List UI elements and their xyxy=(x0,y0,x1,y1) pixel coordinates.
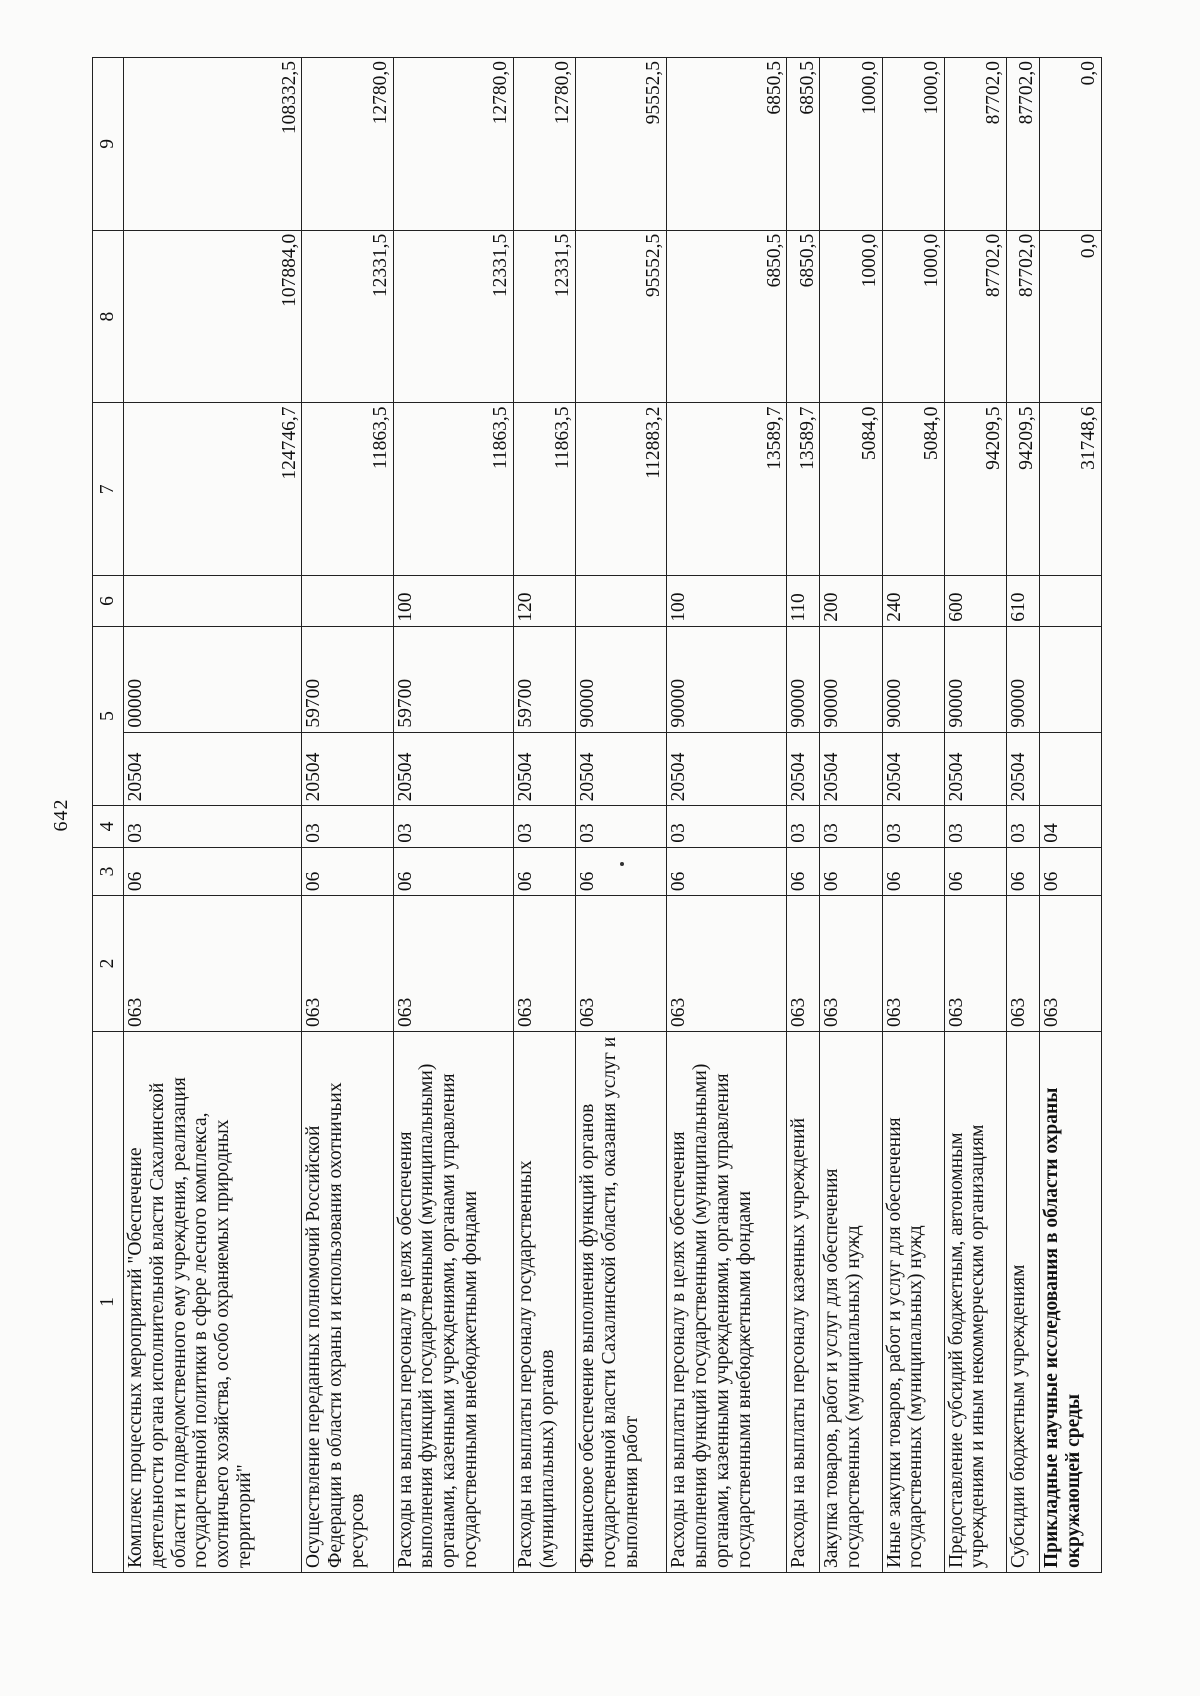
table-row xyxy=(513,58,575,1573)
cell-amount-col8: 87702,0 xyxy=(1006,230,1039,403)
cell-section-code: 06 xyxy=(302,847,393,895)
cell-expense-type-code xyxy=(1039,576,1101,627)
row-description: Субсидии бюджетным учреждениям xyxy=(1006,1031,1039,1572)
row-description: Закупка товаров, работ и услуг для обеспечения государственных (муниципальных) нужд xyxy=(820,1031,882,1572)
row-description: Расходы на выплаты персоналу в целях обеспечения выполнения функций государственными (муниципальными) органами, казенными учреждениями, органами управления государственными внебюджетными фондами xyxy=(393,1031,513,1572)
cell-amount-col7: 11863,5 xyxy=(302,403,393,576)
table-row xyxy=(667,58,787,1573)
cell-section-code: 06 xyxy=(787,847,820,895)
cell-expense-type-code: 100 xyxy=(393,576,513,627)
cell-amount-col7: 13589,7 xyxy=(667,403,787,576)
cell-amount-col7: 5084,0 xyxy=(882,403,944,576)
cell-expense-type-code: 100 xyxy=(667,576,787,627)
cell-expense-type-code: 120 xyxy=(513,576,575,627)
cell-program-code: 20504 xyxy=(393,732,513,806)
cell-amount-col9: 87702,0 xyxy=(944,58,1006,231)
table-row xyxy=(820,58,882,1573)
column-header: 5 xyxy=(93,626,124,806)
cell-amount-col8: 0,0 xyxy=(1039,230,1101,403)
cell-ministry-code: 063 xyxy=(575,896,666,1032)
cell-subsection-code: 03 xyxy=(787,806,820,847)
cell-amount-col9: 12780,0 xyxy=(393,58,513,231)
cell-amount-col7: 112883,2 xyxy=(575,403,666,576)
column-header: 8 xyxy=(93,230,124,403)
table-row xyxy=(1006,58,1039,1573)
row-description: Расходы на выплаты персоналу в целях обеспечения выполнения функций государственными (муниципальными) органами, казенными учреждениями, органами управления государственными внебюджетными фондами xyxy=(667,1031,787,1572)
cell-program-code xyxy=(1039,732,1101,806)
cell-amount-col7: 124746,7 xyxy=(124,403,302,576)
cell-program-code: 20504 xyxy=(820,732,882,806)
cell-section-code: 06 xyxy=(575,847,666,895)
cell-amount-col7: 5084,0 xyxy=(820,403,882,576)
cell-ministry-code: 063 xyxy=(1039,896,1101,1032)
cell-direction-code: 59700 xyxy=(302,626,393,732)
cell-amount-col8: 12331,5 xyxy=(302,230,393,403)
cell-direction-code xyxy=(1039,626,1101,732)
scan-speck xyxy=(620,862,624,866)
row-description: Предоставление субсидий бюджетным, автономным учреждениям и иным некоммерческим организациям xyxy=(944,1031,1006,1572)
cell-section-code: 06 xyxy=(1006,847,1039,895)
table-row xyxy=(944,58,1006,1573)
column-header: 9 xyxy=(93,58,124,231)
budget-table-sheet xyxy=(50,57,1102,1573)
cell-ministry-code: 063 xyxy=(667,896,787,1032)
cell-ministry-code: 063 xyxy=(882,896,944,1032)
column-header: 3 xyxy=(93,847,124,895)
cell-direction-code: 90000 xyxy=(944,626,1006,732)
cell-subsection-code: 03 xyxy=(944,806,1006,847)
cell-amount-col9: 1000,0 xyxy=(820,58,882,231)
row-description: Прикладные научные исследования в области охраны окружающей среды xyxy=(1039,1031,1101,1572)
cell-amount-col8: 1000,0 xyxy=(882,230,944,403)
cell-subsection-code: 03 xyxy=(882,806,944,847)
cell-amount-col9: 12780,0 xyxy=(302,58,393,231)
row-description: Иные закупки товаров, работ и услуг для обеспечения государственных (муниципальных) нужд xyxy=(882,1031,944,1572)
table-row xyxy=(575,58,666,1573)
cell-section-code: 06 xyxy=(124,847,302,895)
cell-section-code: 06 xyxy=(393,847,513,895)
cell-amount-col8: 87702,0 xyxy=(944,230,1006,403)
row-description: Расходы на выплаты персоналу казенных учреждений xyxy=(787,1031,820,1572)
cell-amount-col7: 31748,6 xyxy=(1039,403,1101,576)
cell-amount-col8: 1000,0 xyxy=(820,230,882,403)
cell-direction-code: 90000 xyxy=(787,626,820,732)
cell-amount-col9: 12780,0 xyxy=(513,58,575,231)
column-header: 7 xyxy=(93,403,124,576)
row-description: Финансовое обеспечение выполнения функций органов государственной власти Сахалинской области, оказания услуг и выполнения работ xyxy=(575,1031,666,1572)
table-row xyxy=(124,58,302,1573)
cell-section-code: 06 xyxy=(882,847,944,895)
cell-direction-code: 90000 xyxy=(1006,626,1039,732)
cell-amount-col8: 6850,5 xyxy=(787,230,820,403)
cell-subsection-code: 04 xyxy=(1039,806,1101,847)
cell-amount-col7: 11863,5 xyxy=(513,403,575,576)
cell-ministry-code: 063 xyxy=(944,896,1006,1032)
cell-program-code: 20504 xyxy=(575,732,666,806)
cell-amount-col7: 94209,5 xyxy=(1006,403,1039,576)
cell-program-code: 20504 xyxy=(302,732,393,806)
table-row xyxy=(393,58,513,1573)
table-row xyxy=(882,58,944,1573)
cell-amount-col9: 95552,5 xyxy=(575,58,666,231)
cell-amount-col8: 107884,0 xyxy=(124,230,302,403)
cell-subsection-code: 03 xyxy=(513,806,575,847)
cell-expense-type-code: 240 xyxy=(882,576,944,627)
cell-direction-code: 90000 xyxy=(667,626,787,732)
cell-ministry-code: 063 xyxy=(513,896,575,1032)
cell-direction-code: 59700 xyxy=(513,626,575,732)
cell-ministry-code: 063 xyxy=(393,896,513,1032)
cell-ministry-code: 063 xyxy=(1006,896,1039,1032)
cell-expense-type-code: 110 xyxy=(787,576,820,627)
cell-amount-col9: 108332,5 xyxy=(124,58,302,231)
cell-amount-col9: 1000,0 xyxy=(882,58,944,231)
table-row xyxy=(787,58,820,1573)
cell-expense-type-code: 200 xyxy=(820,576,882,627)
cell-program-code: 20504 xyxy=(667,732,787,806)
cell-program-code: 20504 xyxy=(787,732,820,806)
cell-program-code: 20504 xyxy=(882,732,944,806)
cell-ministry-code: 063 xyxy=(124,896,302,1032)
cell-section-code: 06 xyxy=(820,847,882,895)
row-description: Комплекс процессных мероприятий "Обеспечение деятельности органа исполнительной власти Сахалинской области и подведомственного ему учреждения, реализация государственной политики в сфере лесного комплекса, охотничьего хозяйства, особо охраняемых природных территорий" xyxy=(124,1031,302,1572)
cell-ministry-code: 063 xyxy=(302,896,393,1032)
cell-expense-type-code xyxy=(575,576,666,627)
cell-subsection-code: 03 xyxy=(575,806,666,847)
table-row xyxy=(1039,58,1101,1573)
cell-amount-col9: 6850,5 xyxy=(667,58,787,231)
cell-ministry-code: 063 xyxy=(787,896,820,1032)
cell-amount-col8: 12331,5 xyxy=(393,230,513,403)
cell-subsection-code: 03 xyxy=(667,806,787,847)
cell-amount-col8: 95552,5 xyxy=(575,230,666,403)
column-header: 1 xyxy=(93,1031,124,1572)
cell-direction-code: 00000 xyxy=(124,626,302,732)
cell-amount-col7: 13589,7 xyxy=(787,403,820,576)
cell-section-code: 06 xyxy=(513,847,575,895)
cell-amount-col7: 11863,5 xyxy=(393,403,513,576)
cell-section-code: 06 xyxy=(1039,847,1101,895)
cell-section-code: 06 xyxy=(944,847,1006,895)
cell-section-code: 06 xyxy=(667,847,787,895)
row-description: Расходы на выплаты персоналу государственных (муниципальных) органов xyxy=(513,1031,575,1572)
cell-direction-code: 90000 xyxy=(575,626,666,732)
cell-amount-col9: 87702,0 xyxy=(1006,58,1039,231)
cell-program-code: 20504 xyxy=(124,732,302,806)
cell-amount-col8: 12331,5 xyxy=(513,230,575,403)
cell-ministry-code: 063 xyxy=(820,896,882,1032)
cell-subsection-code: 03 xyxy=(302,806,393,847)
column-header: 4 xyxy=(93,806,124,847)
cell-amount-col7: 94209,5 xyxy=(944,403,1006,576)
cell-expense-type-code: 600 xyxy=(944,576,1006,627)
page-number: 642 xyxy=(50,798,72,832)
cell-program-code: 20504 xyxy=(1006,732,1039,806)
cell-program-code: 20504 xyxy=(513,732,575,806)
cell-subsection-code: 03 xyxy=(820,806,882,847)
cell-subsection-code: 03 xyxy=(393,806,513,847)
cell-subsection-code: 03 xyxy=(1006,806,1039,847)
cell-expense-type-code xyxy=(124,576,302,627)
row-description: Осуществление переданных полномочий Российской Федерации в области охраны и использования охотничьих ресурсов xyxy=(302,1031,393,1572)
cell-program-code: 20504 xyxy=(944,732,1006,806)
cell-direction-code: 90000 xyxy=(820,626,882,732)
cell-direction-code: 59700 xyxy=(393,626,513,732)
table-row xyxy=(302,58,393,1573)
cell-amount-col8: 6850,5 xyxy=(667,230,787,403)
cell-expense-type-code xyxy=(302,576,393,627)
column-header: 6 xyxy=(93,576,124,627)
cell-direction-code: 90000 xyxy=(882,626,944,732)
budget-table xyxy=(92,57,1102,1573)
header-row xyxy=(93,58,124,1573)
column-header: 2 xyxy=(93,896,124,1032)
cell-subsection-code: 03 xyxy=(124,806,302,847)
cell-amount-col9: 6850,5 xyxy=(787,58,820,231)
cell-expense-type-code: 610 xyxy=(1006,576,1039,627)
cell-amount-col9: 0,0 xyxy=(1039,58,1101,231)
